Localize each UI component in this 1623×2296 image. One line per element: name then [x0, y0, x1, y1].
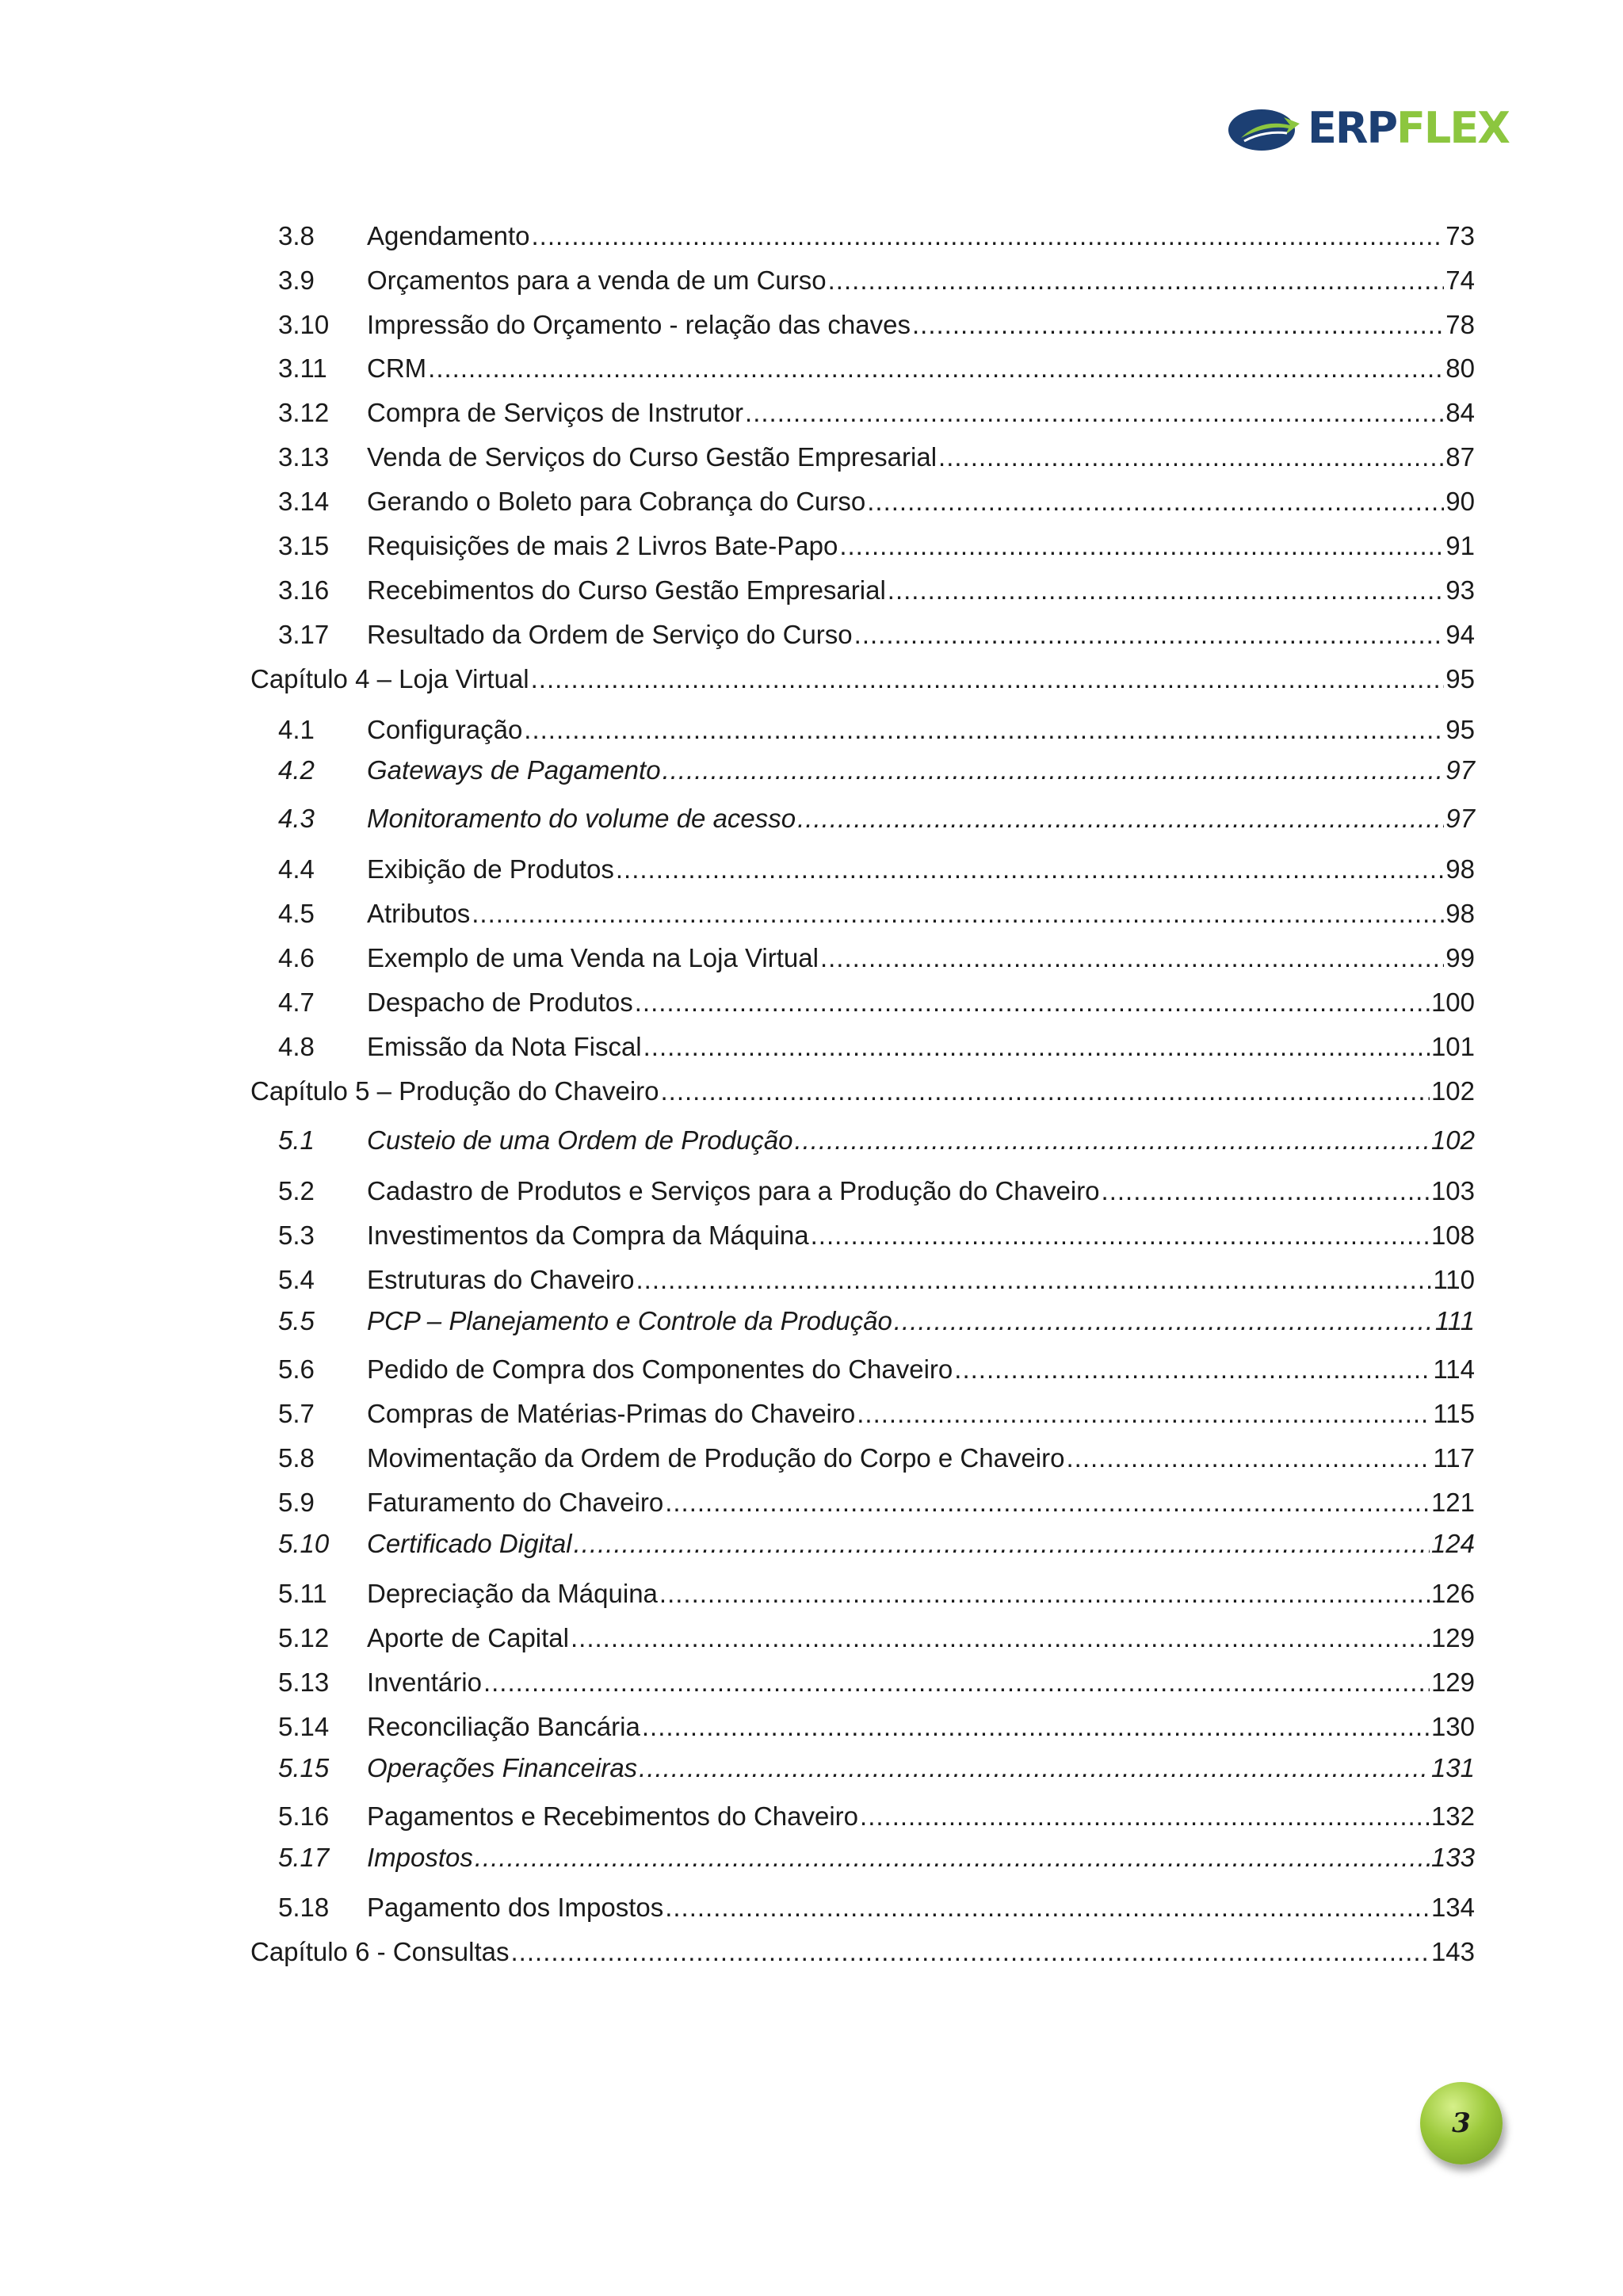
- page-number-badge: [1420, 2082, 1503, 2164]
- toc-entry-number: 5.18: [278, 1893, 330, 1922]
- toc-section-entry[interactable]: [250, 571, 1475, 609]
- toc-entry-number: 5.4: [278, 1265, 315, 1294]
- toc-dot-leader: [820, 939, 1444, 977]
- toc-entry-title: Despacho de Produtos: [367, 988, 633, 1017]
- toc-entry-number: 5.15: [278, 1753, 330, 1782]
- toc-entry-title: Capítulo 4 – Loja Virtual: [250, 664, 529, 693]
- toc-section-entry[interactable]: [250, 1619, 1475, 1657]
- toc-entry-page: 130: [1430, 1712, 1475, 1741]
- toc-entry-title: Venda de Serviços do Curso Gestão Empresarial: [367, 442, 938, 472]
- toc-entry-number: 3.14: [278, 487, 330, 516]
- toc-entry-page: 78: [1445, 310, 1475, 339]
- toc-dot-leader: [888, 571, 1444, 609]
- toc-entry-title: Orçamentos para a venda de um Curso: [367, 266, 827, 295]
- toc-entry-title: Gerando o Boleto para Cobrança do Curso: [367, 487, 866, 516]
- toc-dot-leader: [894, 1302, 1434, 1340]
- toc-dot-leader: [642, 1708, 1430, 1746]
- toc-entry-title: Investimentos da Compra da Máquina: [367, 1221, 809, 1250]
- toc-section-entry[interactable]: [250, 350, 1475, 388]
- toc-entry-number: 3.9: [278, 266, 315, 295]
- toc-dot-leader: [472, 895, 1444, 933]
- toc-entry-page: 87: [1445, 442, 1475, 472]
- toc-entry-number: 5.12: [278, 1623, 330, 1652]
- toc-entry-number: 3.12: [278, 398, 330, 427]
- toc-section-entry[interactable]: [250, 438, 1475, 476]
- toc-entry-page: 115: [1433, 1399, 1475, 1428]
- toc-dot-leader: [636, 1261, 1432, 1299]
- toc-dot-leader: [665, 1889, 1430, 1927]
- toc-entry-page: 101: [1430, 1032, 1475, 1061]
- toc-section-entry[interactable]: [250, 984, 1475, 1022]
- toc-section-entry[interactable]: [250, 306, 1475, 344]
- toc-dot-leader: [532, 217, 1445, 255]
- toc-dot-leader: [867, 483, 1444, 521]
- toc-chapter-entry[interactable]: [250, 1072, 1475, 1110]
- toc-dot-leader: [857, 1395, 1431, 1433]
- toc-section-entry[interactable]: [250, 1839, 1475, 1877]
- toc-entry-page: 143: [1430, 1937, 1475, 1966]
- toc-dot-leader: [854, 616, 1445, 654]
- toc-section-entry[interactable]: [250, 1484, 1475, 1522]
- toc-entry-title: Estruturas do Chaveiro: [367, 1265, 635, 1294]
- toc-section-entry[interactable]: [250, 483, 1475, 521]
- toc-chapter-entry[interactable]: [250, 660, 1475, 698]
- toc-entry-page: 93: [1445, 575, 1475, 605]
- toc-entry-page: 124: [1430, 1529, 1475, 1558]
- toc-entry-page: 102: [1430, 1125, 1475, 1155]
- toc-entry-page: 129: [1430, 1623, 1475, 1652]
- toc-entry-title: Pagamentos e Recebimentos do Chaveiro: [367, 1801, 859, 1831]
- toc-entry-number: 5.7: [278, 1399, 315, 1428]
- toc-section-entry[interactable]: [250, 527, 1475, 565]
- toc-section-entry[interactable]: [250, 800, 1475, 838]
- toc-section-entry[interactable]: [250, 394, 1475, 432]
- toc-section-entry[interactable]: [250, 1350, 1475, 1389]
- toc-entry-page: 114: [1433, 1354, 1475, 1384]
- toc-dot-leader: [860, 1797, 1430, 1836]
- toc-entry-title: Pedido de Compra dos Componentes do Chaveiro: [367, 1354, 953, 1384]
- toc-dot-leader: [1066, 1439, 1431, 1477]
- toc-dot-leader: [661, 1072, 1430, 1110]
- toc-entry-number: 5.9: [278, 1488, 315, 1517]
- toc-entry-title: Requisições de mais 2 Livros Bate-Papo: [367, 531, 838, 560]
- toc-section-entry[interactable]: [250, 1439, 1475, 1477]
- toc-section-entry[interactable]: [250, 217, 1475, 255]
- toc-entry-number: 4.2: [278, 755, 315, 785]
- toc-dot-leader: [828, 262, 1445, 300]
- toc-dot-leader: [839, 527, 1444, 565]
- toc-entry-title: Movimentação da Ordem de Produção do Corpo e Chaveiro: [367, 1443, 1065, 1473]
- toc-section-entry[interactable]: [250, 616, 1475, 654]
- toc-dot-leader: [639, 1749, 1430, 1787]
- toc-entry-page: 111: [1434, 1306, 1475, 1335]
- toc-entry-title: Capítulo 6 - Consultas: [250, 1937, 510, 1966]
- logo-erp-text: ERP: [1308, 103, 1397, 153]
- toc-section-entry[interactable]: [250, 1302, 1475, 1340]
- toc-dot-leader: [912, 306, 1444, 344]
- toc-section-entry[interactable]: [250, 1217, 1475, 1255]
- toc-entry-title: Emissão da Nota Fiscal: [367, 1032, 642, 1061]
- toc-entry-number: 3.15: [278, 531, 330, 560]
- toc-entry-number: 3.8: [278, 221, 315, 250]
- toc-entry-number: 5.6: [278, 1354, 315, 1384]
- toc-entry-page: 73: [1445, 221, 1475, 250]
- toc-entry-number: 3.10: [278, 310, 330, 339]
- toc-section-entry[interactable]: [250, 939, 1475, 977]
- toc-entry-page: 117: [1433, 1443, 1475, 1473]
- toc-entry-title: Atributos: [367, 899, 471, 928]
- toc-entry-page: 121: [1430, 1488, 1475, 1517]
- toc-entry-number: 4.7: [278, 988, 315, 1017]
- toc-entry-title: CRM: [367, 353, 427, 383]
- toc-entry-title: Agendamento: [367, 221, 530, 250]
- toc-dot-leader: [635, 984, 1430, 1022]
- toc-entry-number: 3.16: [278, 575, 330, 605]
- toc-entry-number: 5.3: [278, 1221, 315, 1250]
- toc-entry-title: Aporte de Capital: [367, 1623, 569, 1652]
- toc-dot-leader: [954, 1350, 1431, 1389]
- erpflex-swoosh-icon: [1227, 101, 1300, 155]
- toc-entry-page: 95: [1445, 715, 1475, 744]
- toc-dot-leader: [665, 1484, 1430, 1522]
- toc-entry-number: 5.5: [278, 1306, 315, 1335]
- logo-flex-text: FLEX: [1396, 103, 1509, 153]
- toc-entry-page: 91: [1445, 531, 1475, 560]
- toc-dot-leader: [571, 1619, 1430, 1657]
- erpflex-logo: [1227, 101, 1509, 155]
- toc-entry-title: Custeio de uma Ordem de Produção: [367, 1125, 793, 1155]
- toc-entry-title: Impostos: [367, 1843, 473, 1872]
- toc-entry-title: Certificado Digital: [367, 1529, 572, 1558]
- toc-dot-leader: [428, 350, 1444, 388]
- toc-dot-leader: [511, 1933, 1430, 1971]
- toc-entry-page: 102: [1430, 1076, 1475, 1106]
- toc-entry-title: Capítulo 5 – Produção do Chaveiro: [250, 1076, 659, 1106]
- toc-entry-title: Inventário: [367, 1668, 482, 1697]
- toc-dot-leader: [483, 1664, 1430, 1702]
- toc-section-entry[interactable]: [250, 711, 1475, 749]
- toc-entry-page: 84: [1445, 398, 1475, 427]
- toc-entry-page: 97: [1445, 755, 1475, 785]
- toc-entry-number: 4.6: [278, 943, 315, 972]
- toc-entry-number: 4.4: [278, 854, 315, 884]
- toc-entry-number: 3.11: [278, 353, 327, 383]
- toc-entry-page: 100: [1430, 988, 1475, 1017]
- toc-section-entry[interactable]: [250, 1121, 1475, 1159]
- toc-entry-page: 98: [1445, 854, 1475, 884]
- toc-dot-leader: [616, 850, 1444, 888]
- toc-entry-page: 80: [1445, 353, 1475, 383]
- toc-entry-page: 98: [1445, 899, 1475, 928]
- toc-chapter-entry[interactable]: [250, 1933, 1475, 1971]
- toc-entry-number: 5.16: [278, 1801, 330, 1831]
- toc-entry-title: Compra de Serviços de Instrutor: [367, 398, 744, 427]
- toc-entry-page: 90: [1445, 487, 1475, 516]
- toc-entry-number: 5.10: [278, 1529, 330, 1558]
- toc-entry-page: 126: [1430, 1579, 1475, 1608]
- toc-dot-leader: [663, 751, 1445, 789]
- toc-entry-title: Compras de Matérias-Primas do Chaveiro: [367, 1399, 856, 1428]
- toc-entry-page: 94: [1445, 620, 1475, 649]
- toc-entry-page: 134: [1430, 1893, 1475, 1922]
- toc-section-entry[interactable]: [250, 1261, 1475, 1299]
- toc-dot-leader: [659, 1575, 1430, 1613]
- toc-section-entry[interactable]: [250, 850, 1475, 888]
- toc-entry-title: Depreciação da Máquina: [367, 1579, 658, 1608]
- toc-dot-leader: [811, 1217, 1430, 1255]
- toc-dot-leader: [938, 438, 1444, 476]
- logo-wordmark: [1308, 103, 1509, 153]
- toc-entry-title: Exibição de Produtos: [367, 854, 614, 884]
- toc-entry-page: 95: [1445, 664, 1475, 693]
- toc-dot-leader: [1102, 1172, 1430, 1210]
- toc-entry-number: 5.2: [278, 1176, 315, 1205]
- toc-entry-page: 108: [1430, 1221, 1475, 1250]
- toc-entry-title: Resultado da Ordem de Serviço do Curso: [367, 620, 853, 649]
- toc-section-entry[interactable]: [250, 751, 1475, 789]
- toc-dot-leader: [524, 711, 1444, 749]
- toc-entry-page: 103: [1430, 1176, 1475, 1205]
- toc-entry-number: 3.13: [278, 442, 330, 472]
- toc-entry-title: Exemplo de uma Venda na Loja Virtual: [367, 943, 819, 972]
- toc-entry-page: 132: [1430, 1801, 1475, 1831]
- toc-entry-page: 97: [1445, 804, 1475, 833]
- toc-entry-number: 4.5: [278, 899, 315, 928]
- toc-entry-number: 5.8: [278, 1443, 315, 1473]
- toc-dot-leader: [475, 1839, 1430, 1877]
- toc-entry-number: 5.11: [278, 1579, 327, 1608]
- toc-entry-title: Pagamento dos Impostos: [367, 1893, 664, 1922]
- toc-section-entry[interactable]: [250, 1749, 1475, 1787]
- toc-entry-title: Reconciliação Bancária: [367, 1712, 640, 1741]
- toc-entry-title: Faturamento do Chaveiro: [367, 1488, 664, 1517]
- toc-entry-title: Configuração: [367, 715, 523, 744]
- toc-section-entry[interactable]: [250, 1395, 1475, 1433]
- toc-section-entry[interactable]: [250, 1575, 1475, 1613]
- toc-dot-leader: [745, 394, 1444, 432]
- toc-entry-page: 110: [1433, 1265, 1475, 1294]
- toc-entry-number: 4.1: [278, 715, 315, 744]
- toc-entry-page: 74: [1445, 266, 1475, 295]
- toc-dot-leader: [574, 1525, 1430, 1563]
- toc-dot-leader: [797, 800, 1444, 838]
- toc-entry-number: 4.3: [278, 804, 315, 833]
- toc-entry-title: Monitoramento do volume de acesso: [367, 804, 796, 833]
- toc-section-entry[interactable]: [250, 1525, 1475, 1563]
- toc-section-entry[interactable]: [250, 1172, 1475, 1210]
- toc-entry-title: Impressão do Orçamento - relação das chaves: [367, 310, 911, 339]
- toc-dot-leader: [531, 660, 1445, 698]
- toc-entry-number: 3.17: [278, 620, 330, 649]
- toc-entry-page: 133: [1430, 1843, 1475, 1872]
- toc-entry-page: 129: [1430, 1668, 1475, 1697]
- toc-section-entry[interactable]: [250, 1797, 1475, 1836]
- toc-entry-title: Operações Financeiras: [367, 1753, 638, 1782]
- toc-section-entry[interactable]: [250, 1708, 1475, 1746]
- toc-entry-title: Gateways de Pagamento: [367, 755, 661, 785]
- toc-entry-number: 5.13: [278, 1668, 330, 1697]
- toc-entry-title: Recebimentos do Curso Gestão Empresarial: [367, 575, 886, 605]
- toc-section-entry[interactable]: [250, 1664, 1475, 1702]
- toc-dot-leader: [794, 1121, 1429, 1159]
- toc-section-entry[interactable]: [250, 1028, 1475, 1066]
- toc-section-entry[interactable]: [250, 895, 1475, 933]
- toc-entry-number: 5.17: [278, 1843, 330, 1872]
- toc-entry-number: 4.8: [278, 1032, 315, 1061]
- toc-entry-page: 131: [1430, 1753, 1475, 1782]
- page-number: 3: [1452, 2107, 1471, 2139]
- toc-entry-page: 99: [1445, 943, 1475, 972]
- toc-section-entry[interactable]: [250, 1889, 1475, 1927]
- toc-entry-number: 5.1: [278, 1125, 315, 1155]
- toc-entry-title: Cadastro de Produtos e Serviços para a Produção do Chaveiro: [367, 1176, 1100, 1205]
- toc-section-entry[interactable]: [250, 262, 1475, 300]
- toc-entry-number: 5.14: [278, 1712, 330, 1741]
- toc-dot-leader: [643, 1028, 1430, 1066]
- toc-entry-title: PCP – Planejamento e Controle da Produção: [367, 1306, 892, 1335]
